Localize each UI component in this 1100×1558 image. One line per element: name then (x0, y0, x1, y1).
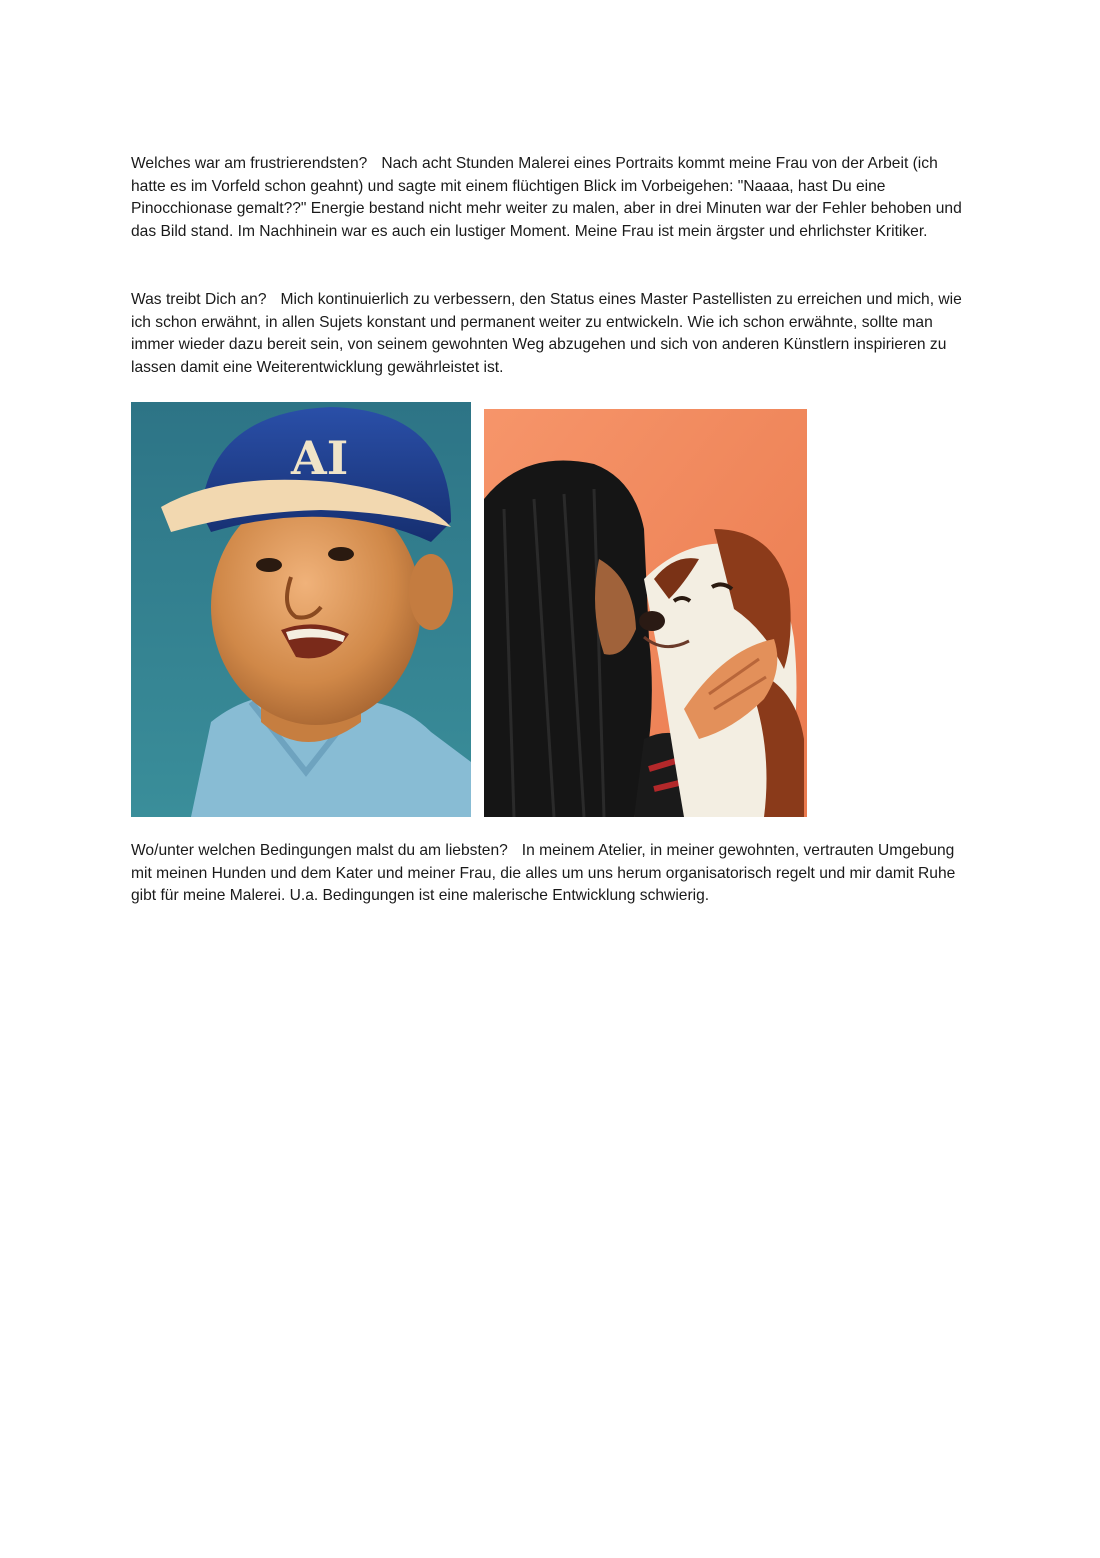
boy-portrait-image (131, 402, 471, 817)
question-text: Was treibt Dich an? (131, 291, 267, 308)
answer-text: In meinem Atelier, in meiner gewohnten, vertrauten Umgebung mit meinen Hunden und dem Kater und meiner Frau, die alles um uns herum organisatorisch regelt und mir damit Ruhe gibt für meine Malerei. U.a. Bedingungen ist eine malerische Entwicklung schwierig. (131, 842, 956, 905)
paragraph-conditions (131, 840, 976, 908)
cap-logo-letters: AI (291, 431, 349, 485)
paragraph-frustrating (131, 153, 976, 243)
answer-text: Mich kontinuierlich zu verbessern, den Status eines Master Pastellisten zu erreichen und mich, wie ich schon erwähnt, in allen Sujets konstant und permanent weiter zu entwickeln. Wie ich schon erwähnte, sollte man immer wieder dazu bereit sein, von seinem gewohnten Weg abzugehen und sich von anderen Künstlern inspirieren zu lassen damit eine Weiterentwicklung gewährleistet ist. (131, 291, 962, 376)
woman-dog-image (484, 409, 807, 817)
painting-boy-portrait (131, 402, 471, 817)
paragraph-motivation (131, 289, 976, 379)
question-text: Wo/unter welchen Bedingungen malst du am liebsten? (131, 842, 508, 859)
painting-woman-dog (484, 409, 807, 817)
question-text: Welches war am frustrierendsten? (131, 155, 368, 172)
answer-text: Nach acht Stunden Malerei eines Portraits kommt meine Frau von der Arbeit (ich hatte es im Vorfeld schon geahnt) und sagte mit einem flüchtigen Blick im Vorbeigehen: "Naaaa, hast Du eine Pinocchionase gemalt??" Energie bestand nicht mehr weiter zu malen, aber in drei Minuten war der Fehler behoben und das Bild stand. Im Nachhinein war es auch ein lustiger Moment. Meine Frau ist mein ärgster und ehrlichster Kritiker. (131, 155, 962, 240)
